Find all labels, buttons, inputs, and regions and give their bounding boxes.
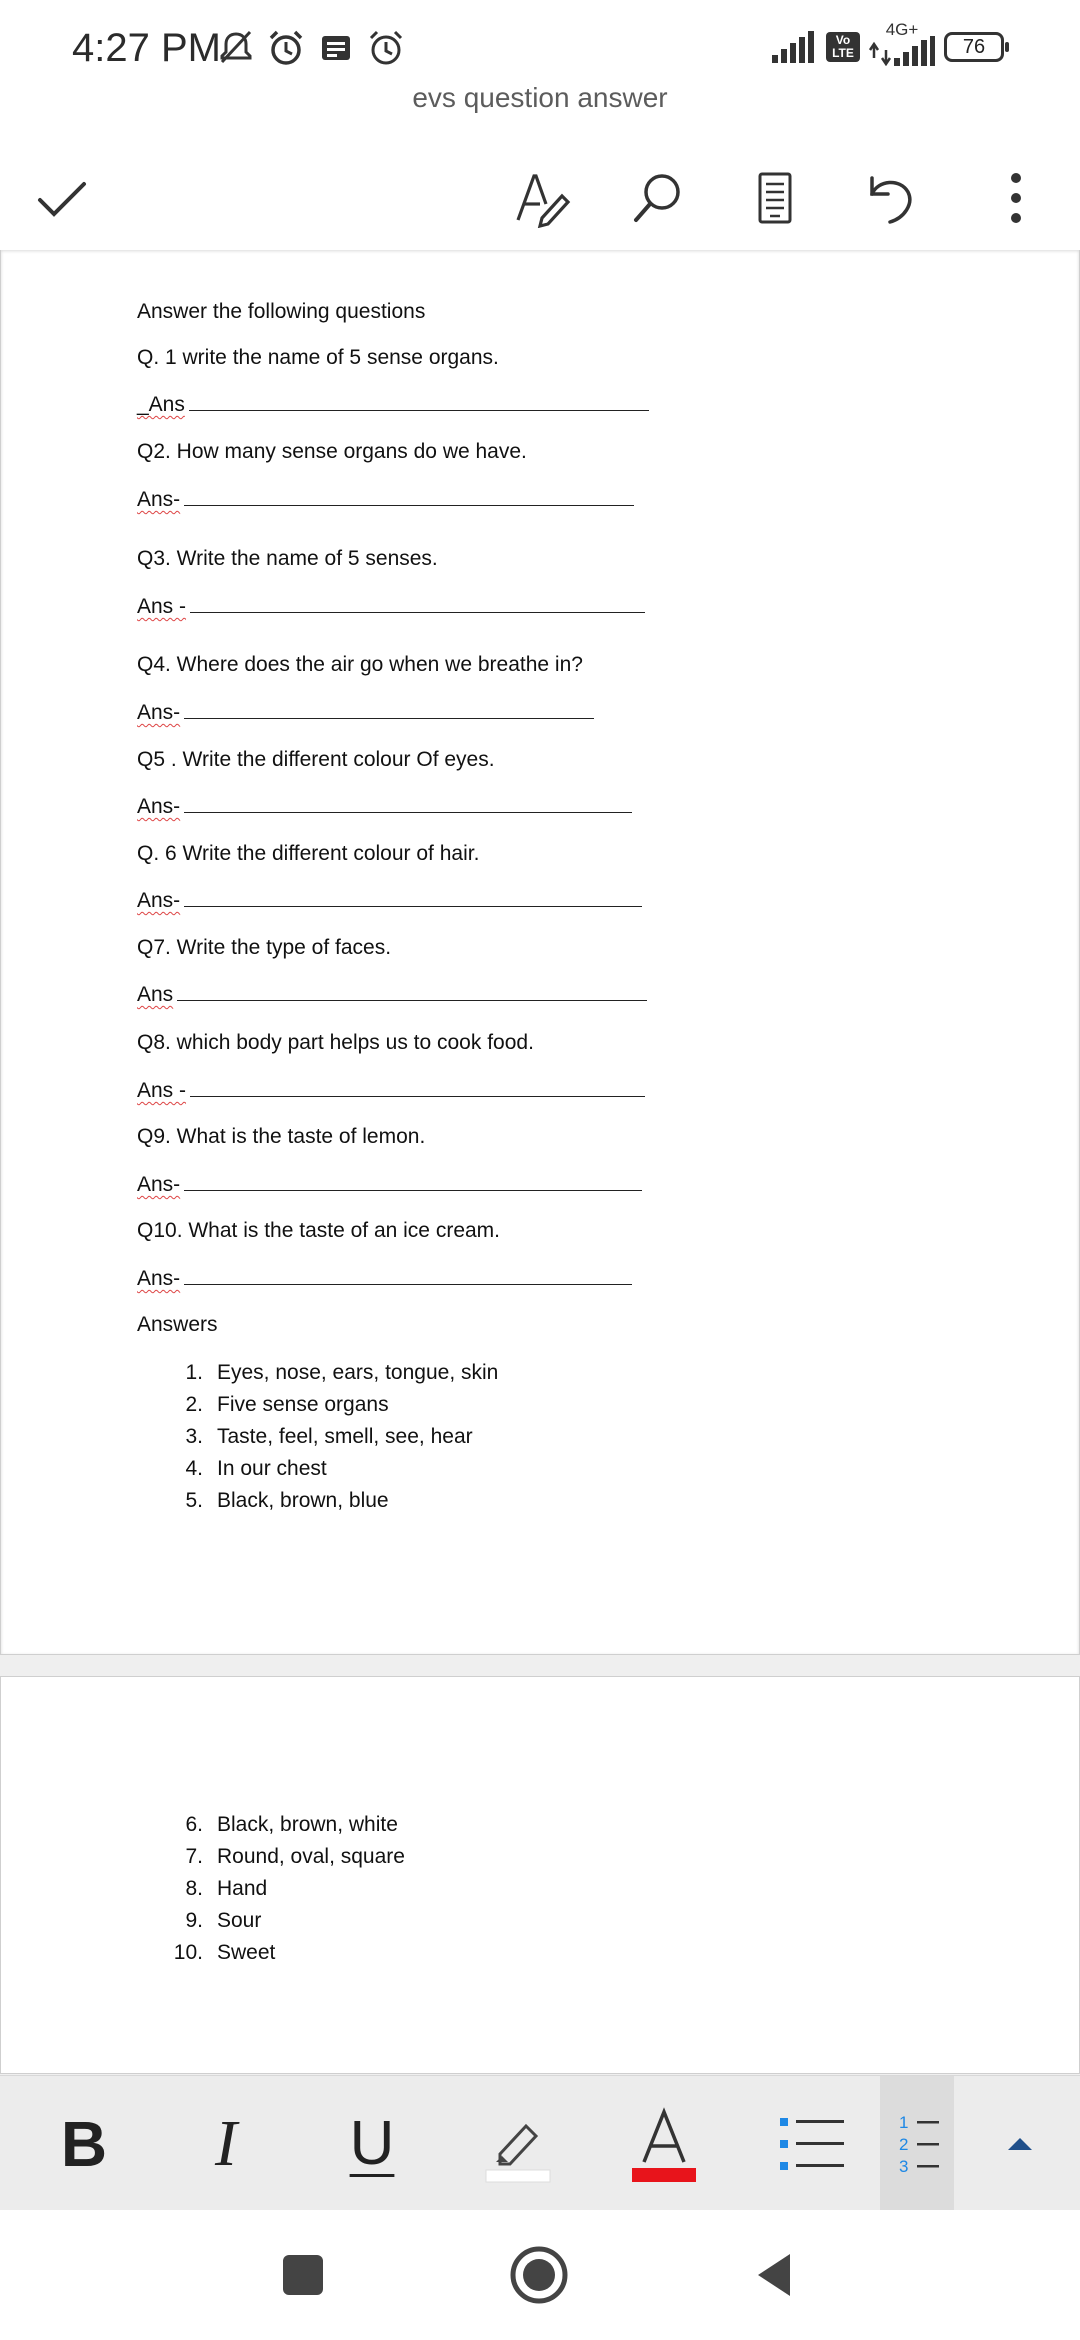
home-icon [507, 2243, 571, 2307]
more-options-button[interactable] [966, 158, 1046, 238]
question-1[interactable]: Q. 1 write the name of 5 sense organs. [137, 346, 499, 369]
bold-icon: B [60, 2107, 108, 2180]
numbered-list-button[interactable] [880, 2076, 954, 2211]
svg-text:2: 2 [899, 2134, 909, 2154]
undo-icon [860, 168, 920, 228]
worksheet-heading[interactable]: Answer the following questions [137, 300, 426, 323]
answer-label: _Ans [137, 393, 185, 416]
question-7[interactable]: Q7. Write the type of faces. [137, 936, 392, 959]
question-6[interactable]: Q. 6 Write the different colour of hair. [137, 842, 480, 865]
status-notification-icons [216, 28, 406, 68]
question-9[interactable]: Q9. What is the taste of lemon. [137, 1125, 426, 1148]
answer-blank [184, 794, 632, 813]
svg-text:3: 3 [899, 2156, 909, 2176]
answer-line-9[interactable] [137, 1172, 642, 1197]
highlighter-icon [478, 2104, 558, 2184]
reading-view-button[interactable] [734, 158, 814, 238]
answer-blank [190, 1078, 645, 1097]
answer-line-10[interactable] [137, 1266, 632, 1291]
answer-line-2[interactable] [137, 487, 634, 512]
list-item[interactable]: 8. Hand [185, 1877, 268, 1900]
bold-button[interactable] [24, 2076, 144, 2211]
page-1[interactable] [0, 250, 1080, 1655]
document-title[interactable]: evs question answer [412, 82, 668, 113]
list-item[interactable]: 1. Eyes, nose, ears, tongue, skin [185, 1361, 499, 1384]
search-button[interactable] [618, 158, 698, 238]
status-time: 4:27 PM [72, 26, 221, 70]
answer-label: Ans- [137, 1267, 181, 1290]
question-2[interactable]: Q2. How many sense organs do we have. [137, 440, 527, 463]
list-item[interactable]: 6. Black, brown, white [185, 1813, 398, 1836]
answer-label: Ans - [137, 1079, 187, 1102]
reading-view-icon [744, 168, 804, 228]
network-type: 4G+ [885, 20, 919, 39]
svg-text:1: 1 [899, 2112, 909, 2132]
question-4[interactable]: Q4. Where does the air go when we breathe in? [137, 653, 583, 676]
answer-blank [177, 982, 647, 1001]
answers-heading[interactable]: Answers [137, 1313, 218, 1336]
answer-label: Ans - [137, 595, 187, 618]
signal-icon [868, 36, 936, 66]
expand-toolbar-button[interactable] [960, 2076, 1080, 2211]
list-item[interactable]: 9. Sour [185, 1909, 262, 1932]
font-color-button[interactable] [604, 2076, 724, 2211]
answer-blank [184, 487, 634, 506]
answer-blank [184, 700, 594, 719]
highlight-button[interactable] [458, 2076, 578, 2211]
draw-button[interactable] [502, 158, 582, 238]
answer-label: Ans- [137, 889, 181, 912]
italic-icon: I [215, 2106, 237, 2180]
list-item[interactable]: 10. Sweet [173, 1941, 276, 1964]
status-system-icons [772, 20, 1004, 66]
system-navigation-bar [0, 2210, 1080, 2340]
answer-label: Ans [137, 983, 174, 1006]
font-color-icon [624, 2104, 704, 2184]
list-item[interactable]: 7. Round, oval, square [185, 1845, 405, 1868]
signal-icon [772, 31, 818, 63]
bullet-list-icon [772, 2104, 852, 2184]
question-3[interactable]: Q3. Write the name of 5 senses. [137, 547, 438, 570]
answer-blank [190, 594, 645, 613]
page-2[interactable] [0, 1676, 1080, 2074]
volte-badge: Vo LTE [826, 32, 860, 62]
answer-label: Ans- [137, 488, 181, 511]
answer-line-1[interactable] [137, 392, 649, 417]
underline-icon: U [349, 2109, 395, 2178]
back-button[interactable] [740, 2240, 810, 2310]
draw-pen-icon [512, 168, 572, 228]
answer-blank [184, 888, 642, 907]
undo-button[interactable] [850, 158, 930, 238]
top-toolbar [0, 140, 1080, 250]
back-icon [750, 2250, 800, 2300]
bullet-list-button[interactable] [752, 2076, 872, 2211]
answer-line-3[interactable] [137, 594, 645, 619]
list-item[interactable]: 4. In our chest [185, 1457, 327, 1480]
numbered-list-icon [887, 2104, 947, 2184]
answer-label: Ans- [137, 795, 181, 818]
question-5[interactable]: Q5 . Write the different colour Of eyes. [137, 748, 495, 771]
answer-blank [184, 1266, 632, 1285]
answer-line-6[interactable] [137, 888, 642, 913]
answer-line-4[interactable] [137, 700, 594, 725]
underline-button[interactable] [312, 2076, 432, 2211]
answer-blank [184, 1172, 642, 1191]
done-button[interactable] [22, 158, 102, 238]
question-8[interactable]: Q8. which body part helps us to cook food. [137, 1031, 534, 1054]
checkmark-icon [32, 168, 92, 228]
chevron-up-icon [1000, 2124, 1040, 2164]
battery-indicator: 76 [944, 32, 1004, 62]
answer-blank [189, 392, 649, 411]
mute-notification-icon [216, 28, 256, 68]
answer-line-7[interactable] [137, 982, 647, 1007]
answer-line-5[interactable] [137, 794, 632, 819]
alarm-icon [366, 28, 406, 68]
format-toolbar [0, 2075, 1080, 2211]
question-10[interactable]: Q10. What is the taste of an ice cream. [137, 1219, 500, 1242]
list-item[interactable]: 2. Five sense organs [185, 1393, 389, 1416]
home-button[interactable] [504, 2240, 574, 2310]
recent-apps-icon [278, 2250, 328, 2300]
more-options-icon [976, 168, 1036, 228]
recent-apps-button[interactable] [268, 2240, 338, 2310]
answer-label: Ans- [137, 701, 181, 724]
list-item[interactable]: 3. Taste, feel, smell, see, hear [185, 1425, 473, 1448]
network-indicator [868, 20, 936, 66]
status-bar [0, 0, 1080, 90]
document-canvas[interactable] [0, 250, 1080, 2075]
alarm-icon [266, 28, 306, 68]
message-icon [316, 28, 356, 68]
italic-button[interactable] [166, 2076, 286, 2211]
list-item[interactable]: 5. Black, brown, blue [185, 1489, 389, 1512]
answer-label: Ans- [137, 1173, 181, 1196]
answer-line-8[interactable] [137, 1078, 645, 1103]
search-icon [628, 168, 688, 228]
